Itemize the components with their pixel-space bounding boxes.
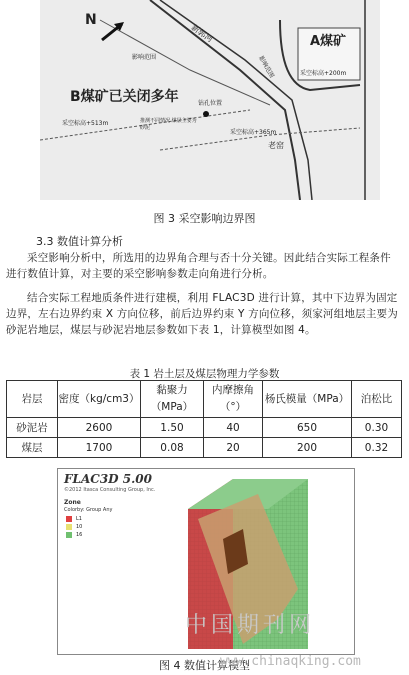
legend-item: 16 <box>66 531 82 539</box>
table-header-row <box>7 381 402 418</box>
old-works-label: 老窑 <box>268 141 284 150</box>
influence-label-2: 影响范围 <box>257 54 276 80</box>
table-cell: 1.50 <box>141 418 204 438</box>
figure4-caption: 图 4 数值计算模型 <box>159 659 250 672</box>
header-cell: 岩层 <box>7 381 58 418</box>
legend-title: Zone <box>64 499 81 506</box>
table-cell: 0.32 <box>352 438 402 458</box>
table-cell: 煤层 <box>7 438 58 458</box>
river-label: 新郭河 <box>189 22 215 45</box>
parameter-table <box>6 380 402 458</box>
north-label: N <box>85 12 97 28</box>
paragraph-1: 采空影响分析中，所选用的边界角合理与否十分关键。因此结合实际工程条件进行数值计算，对主要的采空影响参数走向角进行分析。 <box>6 252 391 280</box>
table-cell: 650 <box>263 418 352 438</box>
header-cell: 密度（kg/cm3） <box>58 381 141 418</box>
table-row <box>7 418 402 438</box>
influence-label-1: 影响范围 <box>132 54 157 61</box>
table-row <box>7 438 402 458</box>
table-cell: 40 <box>204 418 263 438</box>
borehole-label: 钻孔位置 <box>198 100 223 107</box>
watermark-text: 中国期刊网 <box>185 613 316 638</box>
legend-item: L1 <box>66 515 82 523</box>
copyright-text: ©2012 Itasca Consulting Group, Inc. <box>64 487 156 493</box>
table-cell: 0.30 <box>352 418 402 438</box>
software-title: FLAC3D 5.00 <box>64 472 152 486</box>
header-cell: 杨氏模量（MPa） <box>263 381 352 418</box>
c-depth-label: 采空标高+365m <box>230 129 277 136</box>
table-cell: 1700 <box>58 438 141 458</box>
section-title: 3.3 数值计算分析 <box>36 235 123 248</box>
table-cell: 0.08 <box>141 438 204 458</box>
b-mine-label: B煤矿已关闭多年 <box>70 89 179 105</box>
table-cell: 200 <box>263 438 352 458</box>
legend-item: 10 <box>66 523 82 531</box>
note-label: 推测不同情况 煤层主要为砂泥 <box>140 118 197 131</box>
b-depth-label: 采空标高+513m <box>62 120 109 127</box>
legend-subtitle: Colorby: Group Any <box>64 507 113 513</box>
header-cell: 内摩擦角（°） <box>204 381 263 418</box>
table-cell: 2600 <box>58 418 141 438</box>
a-mine-label: A煤矿 <box>310 34 347 49</box>
table-cell: 20 <box>204 438 263 458</box>
header-cell: 泊松比 <box>352 381 402 418</box>
header-cell: 黏聚力（MPa） <box>141 381 204 418</box>
watermark-url: www.chinaqking.com <box>220 654 361 669</box>
table-cell: 砂泥岩 <box>7 418 58 438</box>
figure3-caption: 图 3 采空影响边界图 <box>153 212 256 225</box>
paragraph-2: 结合实际工程地质条件进行建模，利用 FLAC3D 进行计算，其中下边界为固定边界，左右边界约束 X 方向位移，前后边界约束 Y 方向位移，须家河组地层主要为砂泥岩地层，煤层与砂泥岩地层参数如下表 1，计算模型如图 4。 <box>6 292 398 336</box>
boundary-map <box>40 0 380 200</box>
table-title: 表 1 岩土层及煤层物理力学参数 <box>129 368 280 380</box>
a-depth-label: 采空标高+200m <box>300 70 347 77</box>
